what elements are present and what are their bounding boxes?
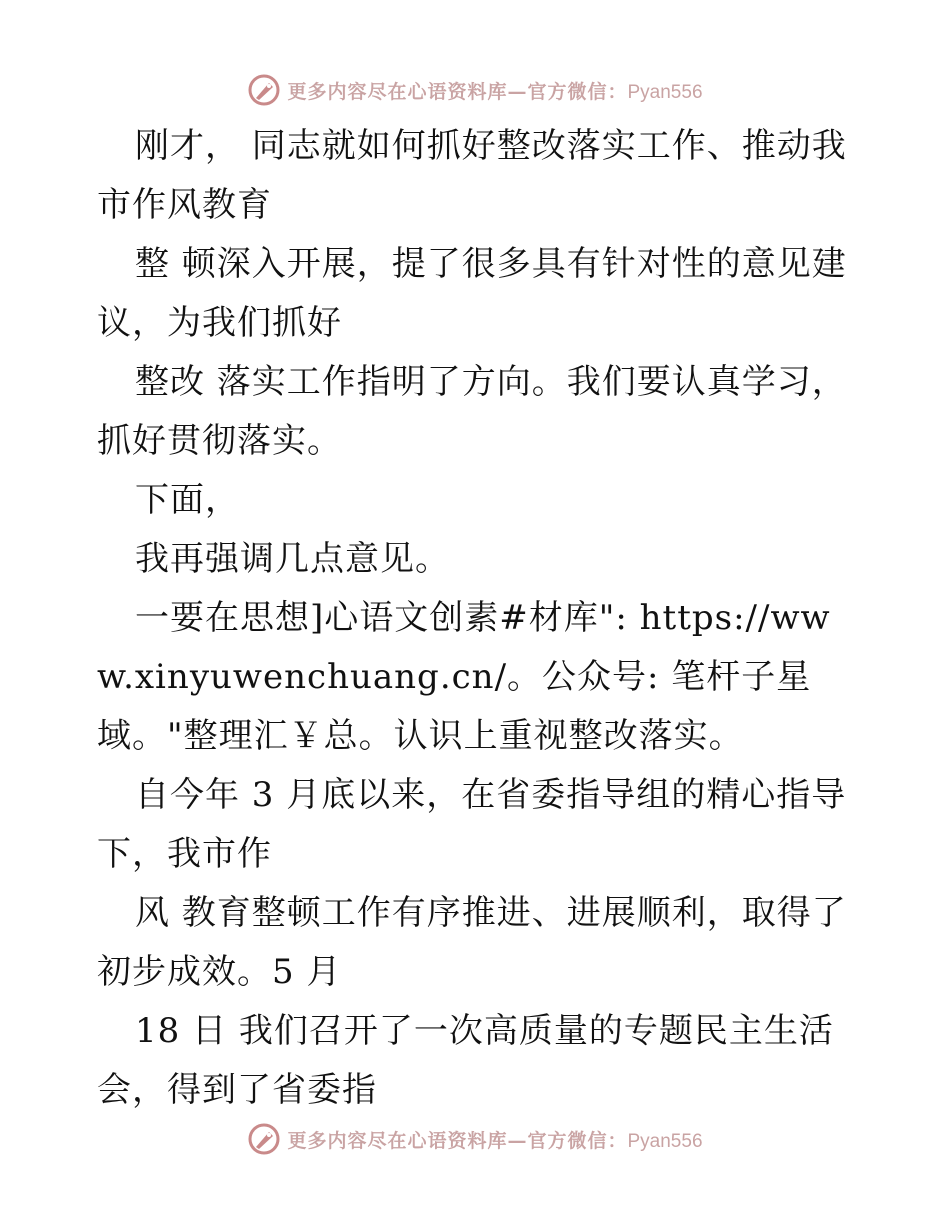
watermark-text-cn: 更多内容尽在心语资料库—官方微信： — [287, 1129, 628, 1152]
document-body — [97, 117, 857, 1120]
watermark-text — [287, 1126, 702, 1153]
paragraph-with-url: 一要在思想]心语文创素#材库": https://www.xinyuwenchuang.cn/。公众号: 笔杆子星域。"整理汇￥总。认识上重视整改落实。 — [97, 598, 831, 756]
paragraph: 自今年 3 月底以来，在省委指导组的精心指导下，我市作 — [97, 775, 847, 874]
watermark-wechat-id: Pyan556 — [627, 1130, 703, 1152]
paragraph: 整 顿深入开展，提了很多具有针对性的意见建议，为我们抓好 — [97, 244, 847, 343]
paragraph: 18 日 我们召开了一次高质量的专题民主生活会，得到了省委指 — [97, 1011, 834, 1110]
header-watermark-banner — [0, 70, 950, 110]
paragraph: 风 教育整顿工作有序推进、进展顺利，取得了初步成效。5 月 — [97, 893, 847, 992]
paragraph: 整改 落实工作指明了方向。我们要认真学习，抓好贯彻落实。 — [97, 362, 847, 461]
footer-watermark-banner — [0, 1119, 950, 1159]
paragraph: 下面， — [135, 480, 240, 520]
paragraph: 我再强调几点意见。 — [135, 539, 450, 579]
pen-nib-logo-icon — [247, 73, 281, 107]
paragraph: 刚才， 同志就如何抓好整改落实工作、推动我市作风教育 — [97, 126, 847, 225]
watermark-wechat-id: Pyan556 — [627, 81, 703, 103]
pen-nib-logo-icon — [247, 1122, 281, 1156]
watermark-text-cn: 更多内容尽在心语资料库—官方微信： — [287, 80, 628, 103]
watermark-text — [287, 77, 702, 104]
